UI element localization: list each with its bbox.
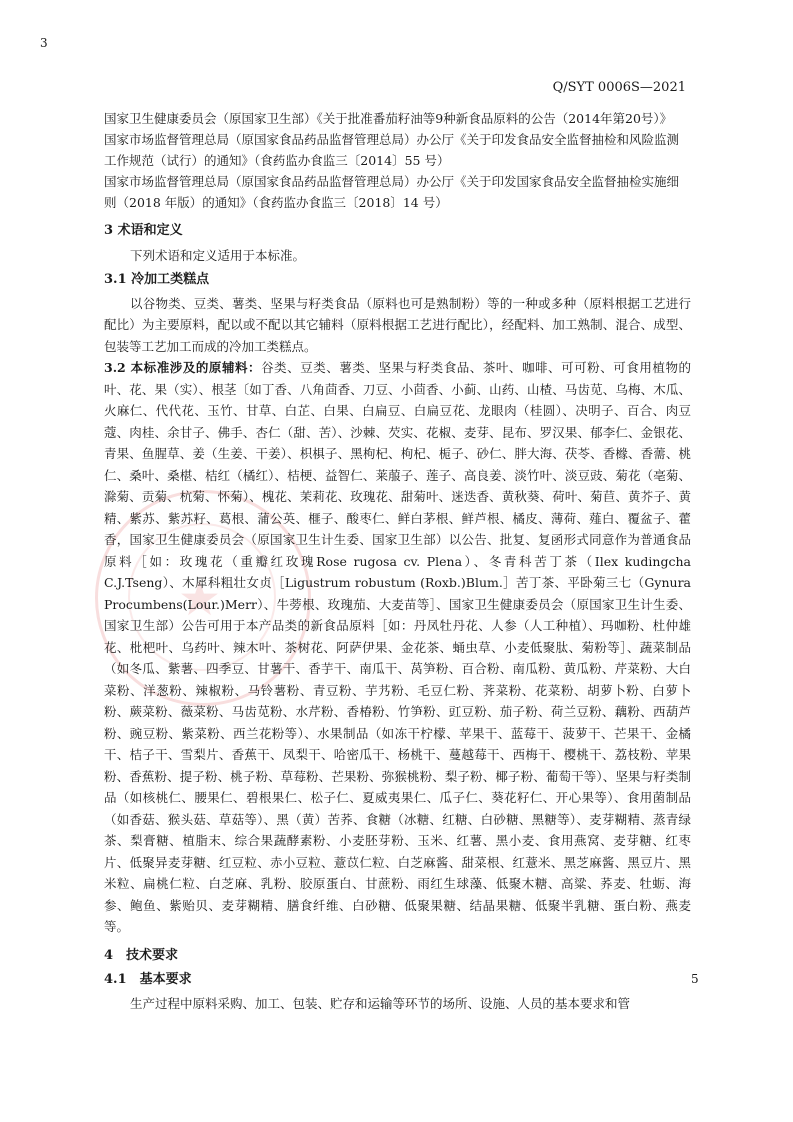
section-3-2-label: 3.2 本标准涉及的原辅料： [104,360,262,375]
reference-2: 国家市场监督管理总局（原国家食品药品监督管理总局）办公厅《关于印发食品安全监督抽检和风险监测工作规范（试行）的通知》（食药监办食监三〔2014〕55 号） [104,132,680,168]
reference-1: 国家卫生健康委员会（原国家卫生部）《关于批准番茄籽油等9种新食品原料的公告（2014年第20号）》 [104,111,673,126]
section-3-2-text: 谷类、豆类、薯类、坚果与籽类食品、茶叶、咖啡、可可粉、可食用植物的叶、花、果（实）、根茎〔如丁香、八角茴香、刀豆、小茴香、小蓟、山药、山楂、马齿苋、乌梅、木瓜、火麻仁、代代花、玉竹、甘草、白芷、白果、白扁豆、白扁豆花、龙眼肉（桂圆）、决明子、百合、肉豆蔻、肉桂、余甘子、佛手、杏仁（甜、苦）、沙棘、芡实、花椒、麦芽、昆布、罗汉果、郁李仁、金银花、青果、鱼腥草、姜（生姜、干姜）、枳椇子、黑枸杞、枸杞、栀子、砂仁、胖大海、茯苓、香橼、香薷、桃仁、桑叶、桑椹、桔红（橘红）、桔梗、益智仁、莱菔子、莲子、高良姜、淡竹叶、淡豆豉、菊花（亳菊、滁菊、贡菊、杭菊、怀菊）、槐花、茉莉花、玫瑰花、甜菊叶、迷迭香、黄秋葵、荷叶、菊苣、黄芥子、黄精、紫苏、紫苏籽、葛根、蒲公英、榧子、酸枣仁、鲜白茅根、鲜芦根、橘皮、薄荷、薤白、覆盆子、藿香，国家卫生健康委员会（原国家卫生计生委、国家卫生部）以公告、批复、复函形式同意作为普通食品原料［如：玫瑰花（重瓣红玫瑰Rose rugosa cv. Plena）、冬青科苦丁茶（Ilex kudingcha C.J.Tseng）、木犀科粗壮女贞［Ligustrum robustum (Roxb.)Blum.］苦丁茶、平卧菊三七（Gynura Procumbens(Lour.)Merr）、牛蒡根、玫瑰茄、大麦苗等］、国家卫生健康委员会（原国家卫生计生委、国家卫生部）公告可用于本产品类的新食品原料［如：丹凤牡丹花、人参（人工种植）、玛咖粉、杜仲雄花、枇杷叶、乌药叶、辣木叶、茶树花、阿萨伊果、金花茶、蛹虫草、小麦低聚肽、菊粉等］、蔬菜制品（如冬瓜、紫薯、四季豆、甘薯干、香芋干、南瓜干、莴笋粉、百合粉、南瓜粉、黄瓜粉、芹菜粉、大白菜粉、洋葱粉、辣椒粉、马铃薯粉、青豆粉、芋艿粉、毛豆仁粉、荠菜粉、花菜粉、胡萝卜粉、白萝卜粉、蕨菜粉、薇菜粉、马齿苋粉、水芹粉、香椿粉、竹笋粉、豇豆粉、茄子粉、荷兰豆粉、藕粉、西葫芦粉、豌豆粉、紫菜粉、西兰花粉等）、水果制品（如冻干柠檬、苹果干、蓝莓干、菠萝干、芒果干、金橘干、桔子干、雪梨片、香蕉干、凤梨干、哈密瓜干、杨桃干、蔓越莓干、西梅干、樱桃干、荔枝粉、苹果粉、香蕉粉、提子粉、桃子粉、草莓粉、芒果粉、弥猴桃粉、梨子粉、椰子粉、葡萄干等）、坚果与籽类制品（如核桃仁、腰果仁、碧根果仁、松子仁、夏威夷果仁、瓜子仁、葵花籽仁、开心果等）、食用菌制品（如香菇、猴头菇、草菇等）、黑（黄）苦荞、食糖（冰糖、红糖、白砂糖、黑糖等）、麦芽糊精、蒸青绿茶、梨膏糖、植脂末、综合果蔬酵素粉、小麦胚芽粉、玉米、红薯、黑小麦、食用燕窝、麦芽糖、红枣片、低聚异麦芽糖、红豆粒、赤小豆粒、薏苡仁粒、白芝麻酱、甜菜根、红薏米、黑芝麻酱、黑豆片、黑米粒、扁桃仁粒、白芝麻、乳粉、胶原蛋白、甘蔗粉、雨红生球藻、低聚木糖、高粱、荞麦、牡蛎、海参、鲍鱼、紫贻贝、麦芽糊精、膳食纤维、白砂糖、低聚果糖、结晶果糖、低聚半乳糖、蛋白粉、燕麦等。 [104,360,691,934]
section-3-1-text: 以谷物类、豆类、薯类、坚果与籽类食品（原料也可是熟制粉）等的一种或多种（原料根据工艺进行配比）为主要原料，配以或不配以其它辅料（原料根据工艺进行配比），经配料、加工熟制、混合、成型、包装等工艺加工而成的冷加工类糕点。 [104,295,691,354]
section-3-intro: 下列术语和定义适用于本标准。 [130,248,306,263]
reference-3: 国家市场监督管理总局（原国家食品药品监督管理总局）办公厅《关于印发国家食品安全监督抽检实施细则（2018 年版）的通知》（食药监办食监三〔2018〕14 号） [104,174,680,210]
section-4-1-title: 4.1 基本要求 [104,971,192,987]
section-3-1-title: 3.1 冷加工类糕点 [104,271,210,287]
margin-number: 5 [691,972,699,986]
section-3-2-paragraph [104,357,691,938]
seal-star-icon: ★ [178,571,222,627]
page-content [104,108,691,1014]
page-number: 3 [40,36,48,50]
section-3-title: 3 术语和定义 [104,223,183,238]
section-4-title: 4 技术要求 [104,947,179,963]
document-code: Q/SYT 0006S—2021 [552,80,686,95]
section-4-1-text: 生产过程中原料采购、加工、包装、贮存和运输等环节的场所、设施、人员的基本要求和管 [130,995,631,1011]
